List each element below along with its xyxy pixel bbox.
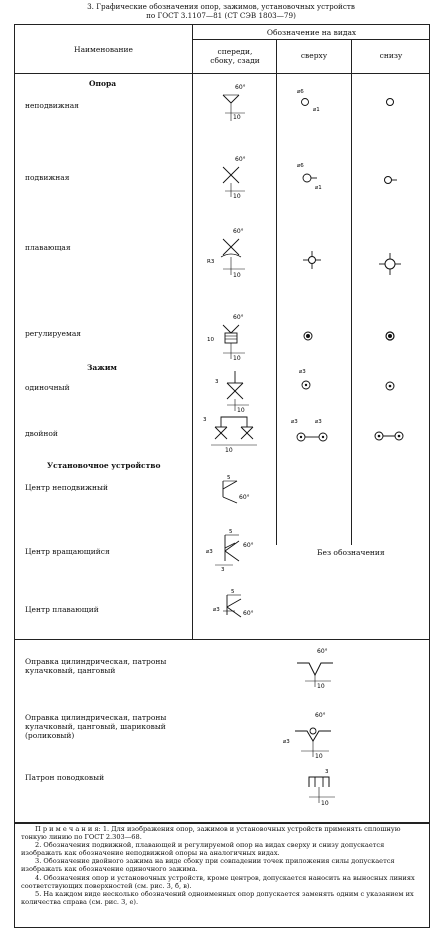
svg-text:60°: 60° <box>235 156 246 163</box>
row-floating: плавающая <box>25 243 71 252</box>
svg-text:⌀3: ⌀3 <box>299 369 306 375</box>
header-bottom: снизу <box>379 51 403 60</box>
floating-support-top-symbol <box>301 249 323 271</box>
table-subtitle: по ГОСТ 3.1107—81 (СТ СЭВ 1803—79) <box>146 11 296 20</box>
center-fixed-front-symbol <box>213 471 259 507</box>
double-clamp-bottom-symbol <box>371 429 407 443</box>
note-1: П р и м е ч а н и я: 1. Для изображения опор, зажимов и установочных устройств применять сплошную тонкую линию по ГОСТ 2.303—68. <box>21 825 401 842</box>
section-support: Опора <box>89 79 117 88</box>
svg-text:60°: 60° <box>243 610 254 617</box>
floating-support-bottom-symbol <box>377 251 403 277</box>
svg-text:5: 5 <box>231 589 235 595</box>
center-rotating-front-symbol <box>205 525 265 571</box>
fixed-support-top-symbol <box>295 87 335 117</box>
svg-text:3: 3 <box>203 417 207 423</box>
single-clamp-front-symbol <box>213 369 259 413</box>
no-designation-text: Без обозначения <box>317 548 385 557</box>
svg-text:5: 5 <box>227 475 231 481</box>
note-3: 3. Обозначение двойного зажима на виде сбоку при совпадении точек приложения силы допускается изображать как обозначение одиночного зажима. <box>21 857 395 874</box>
svg-text:⌀3: ⌀3 <box>283 739 290 745</box>
row-center-floating: Центр плавающий <box>25 605 99 614</box>
center-floating-front-symbol <box>211 585 263 629</box>
svg-text:10: 10 <box>315 753 323 759</box>
row-fixed: неподвижная <box>25 101 79 110</box>
svg-text:10: 10 <box>237 407 245 413</box>
svg-text:5: 5 <box>229 529 233 535</box>
mandrel-1-symbol <box>287 645 347 689</box>
movable-support-bottom-symbol <box>379 173 399 187</box>
col-divider-2 <box>276 39 277 545</box>
svg-text:3: 3 <box>215 379 219 385</box>
row-single: одиночный <box>25 383 70 392</box>
note-5: 5. На каждом виде несколько обозначений одноименных опор допускается заменять одним с указанием их количества справа (см. рис. 3, е). <box>21 889 414 906</box>
svg-text:⌀1: ⌀1 <box>313 107 320 113</box>
note-4: 4. Обозначения опор и установочных устройств, кроме центров, допускается наносить на выносных линиях соответствующих поверхностей (см. рис. 3, б, в). <box>21 873 415 890</box>
driver-chuck-symbol <box>295 765 345 807</box>
fixed-support-bottom-circle <box>383 95 397 109</box>
svg-text:60°: 60° <box>233 228 244 235</box>
note-2: 2. Обозначения подвижной, плавающей и регулируемой опор на видах сверху и снизу допускается изображать как обозначение неподвижной опоры на аналогичных видах. <box>21 841 385 858</box>
row-center-fixed: Центр неподвижный <box>25 483 108 492</box>
row-mandrel-2: Оправка цилиндрическая, патроны кулачковый, цанговый, шариковый (роликовый) <box>25 713 167 740</box>
mandrel-2-symbol <box>281 709 347 759</box>
symbols-table <box>14 24 430 824</box>
svg-text:60°: 60° <box>233 314 244 321</box>
svg-text:⌀1: ⌀1 <box>315 185 322 191</box>
notes-block <box>14 822 430 928</box>
svg-text:60°: 60° <box>239 494 250 501</box>
svg-text:10: 10 <box>317 683 325 689</box>
svg-text:⌀6: ⌀6 <box>297 89 304 95</box>
row-movable: подвижная <box>25 173 70 182</box>
section-clamp: Зажим <box>87 363 117 372</box>
header-front: спереди, сбоку, сзади <box>210 47 260 65</box>
svg-text:⌀6: ⌀6 <box>297 163 304 169</box>
adjustable-support-top-symbol <box>301 329 315 343</box>
header-views: Обозначение на видах <box>266 28 357 37</box>
header-divider-1 <box>192 39 430 40</box>
svg-text:⌀3: ⌀3 <box>206 549 213 555</box>
svg-text:10: 10 <box>233 355 241 362</box>
floating-support-front-symbol <box>205 225 261 281</box>
svg-text:⌀3: ⌀3 <box>291 419 298 425</box>
svg-text:10: 10 <box>233 272 241 279</box>
svg-text:R3: R3 <box>207 259 215 265</box>
svg-text:3: 3 <box>221 567 225 571</box>
single-clamp-top-symbol <box>297 367 323 395</box>
row-double: двойной <box>25 429 58 438</box>
svg-text:10: 10 <box>225 447 233 453</box>
svg-text:60°: 60° <box>243 542 254 549</box>
svg-text:10: 10 <box>207 337 214 343</box>
svg-text:⌀3: ⌀3 <box>315 419 322 425</box>
double-clamp-top-symbol <box>289 417 341 449</box>
movable-support-top-symbol <box>295 161 339 195</box>
row-driver: Патрон поводковый <box>25 773 105 782</box>
svg-text:60°: 60° <box>315 712 326 719</box>
movable-support-front-symbol <box>211 153 261 203</box>
row-adjustable: регулируемая <box>25 329 82 338</box>
fixed-support-front-symbol <box>211 81 261 127</box>
svg-text:60°: 60° <box>317 648 328 655</box>
svg-text:3: 3 <box>325 769 329 775</box>
row-mandrel-1: Оправка цилиндрическая, патроны кулачковый, цанговый <box>25 657 167 675</box>
svg-text:10: 10 <box>233 193 241 200</box>
header-divider-2 <box>15 73 429 74</box>
svg-text:10: 10 <box>233 114 241 121</box>
header-name: Наименование <box>74 45 133 54</box>
double-clamp-front-symbol <box>201 413 269 453</box>
svg-text:10: 10 <box>321 800 329 807</box>
svg-text:⌀3: ⌀3 <box>213 607 220 613</box>
header-top: сверху <box>300 51 328 60</box>
adjustable-support-front-symbol <box>205 311 261 363</box>
section-setup: Установочное устройство <box>47 461 161 470</box>
col-divider-1 <box>192 25 193 639</box>
col-divider-3 <box>351 39 352 545</box>
adjustable-support-bottom-symbol <box>383 329 397 343</box>
section-divider <box>15 639 429 640</box>
svg-text:60°: 60° <box>235 84 246 91</box>
single-clamp-bottom-symbol <box>383 379 397 393</box>
table-title: 3. Графические обозначения опор, зажимов, установочных устройств <box>87 2 355 11</box>
row-center-rotating: Центр вращающийся <box>25 547 110 556</box>
